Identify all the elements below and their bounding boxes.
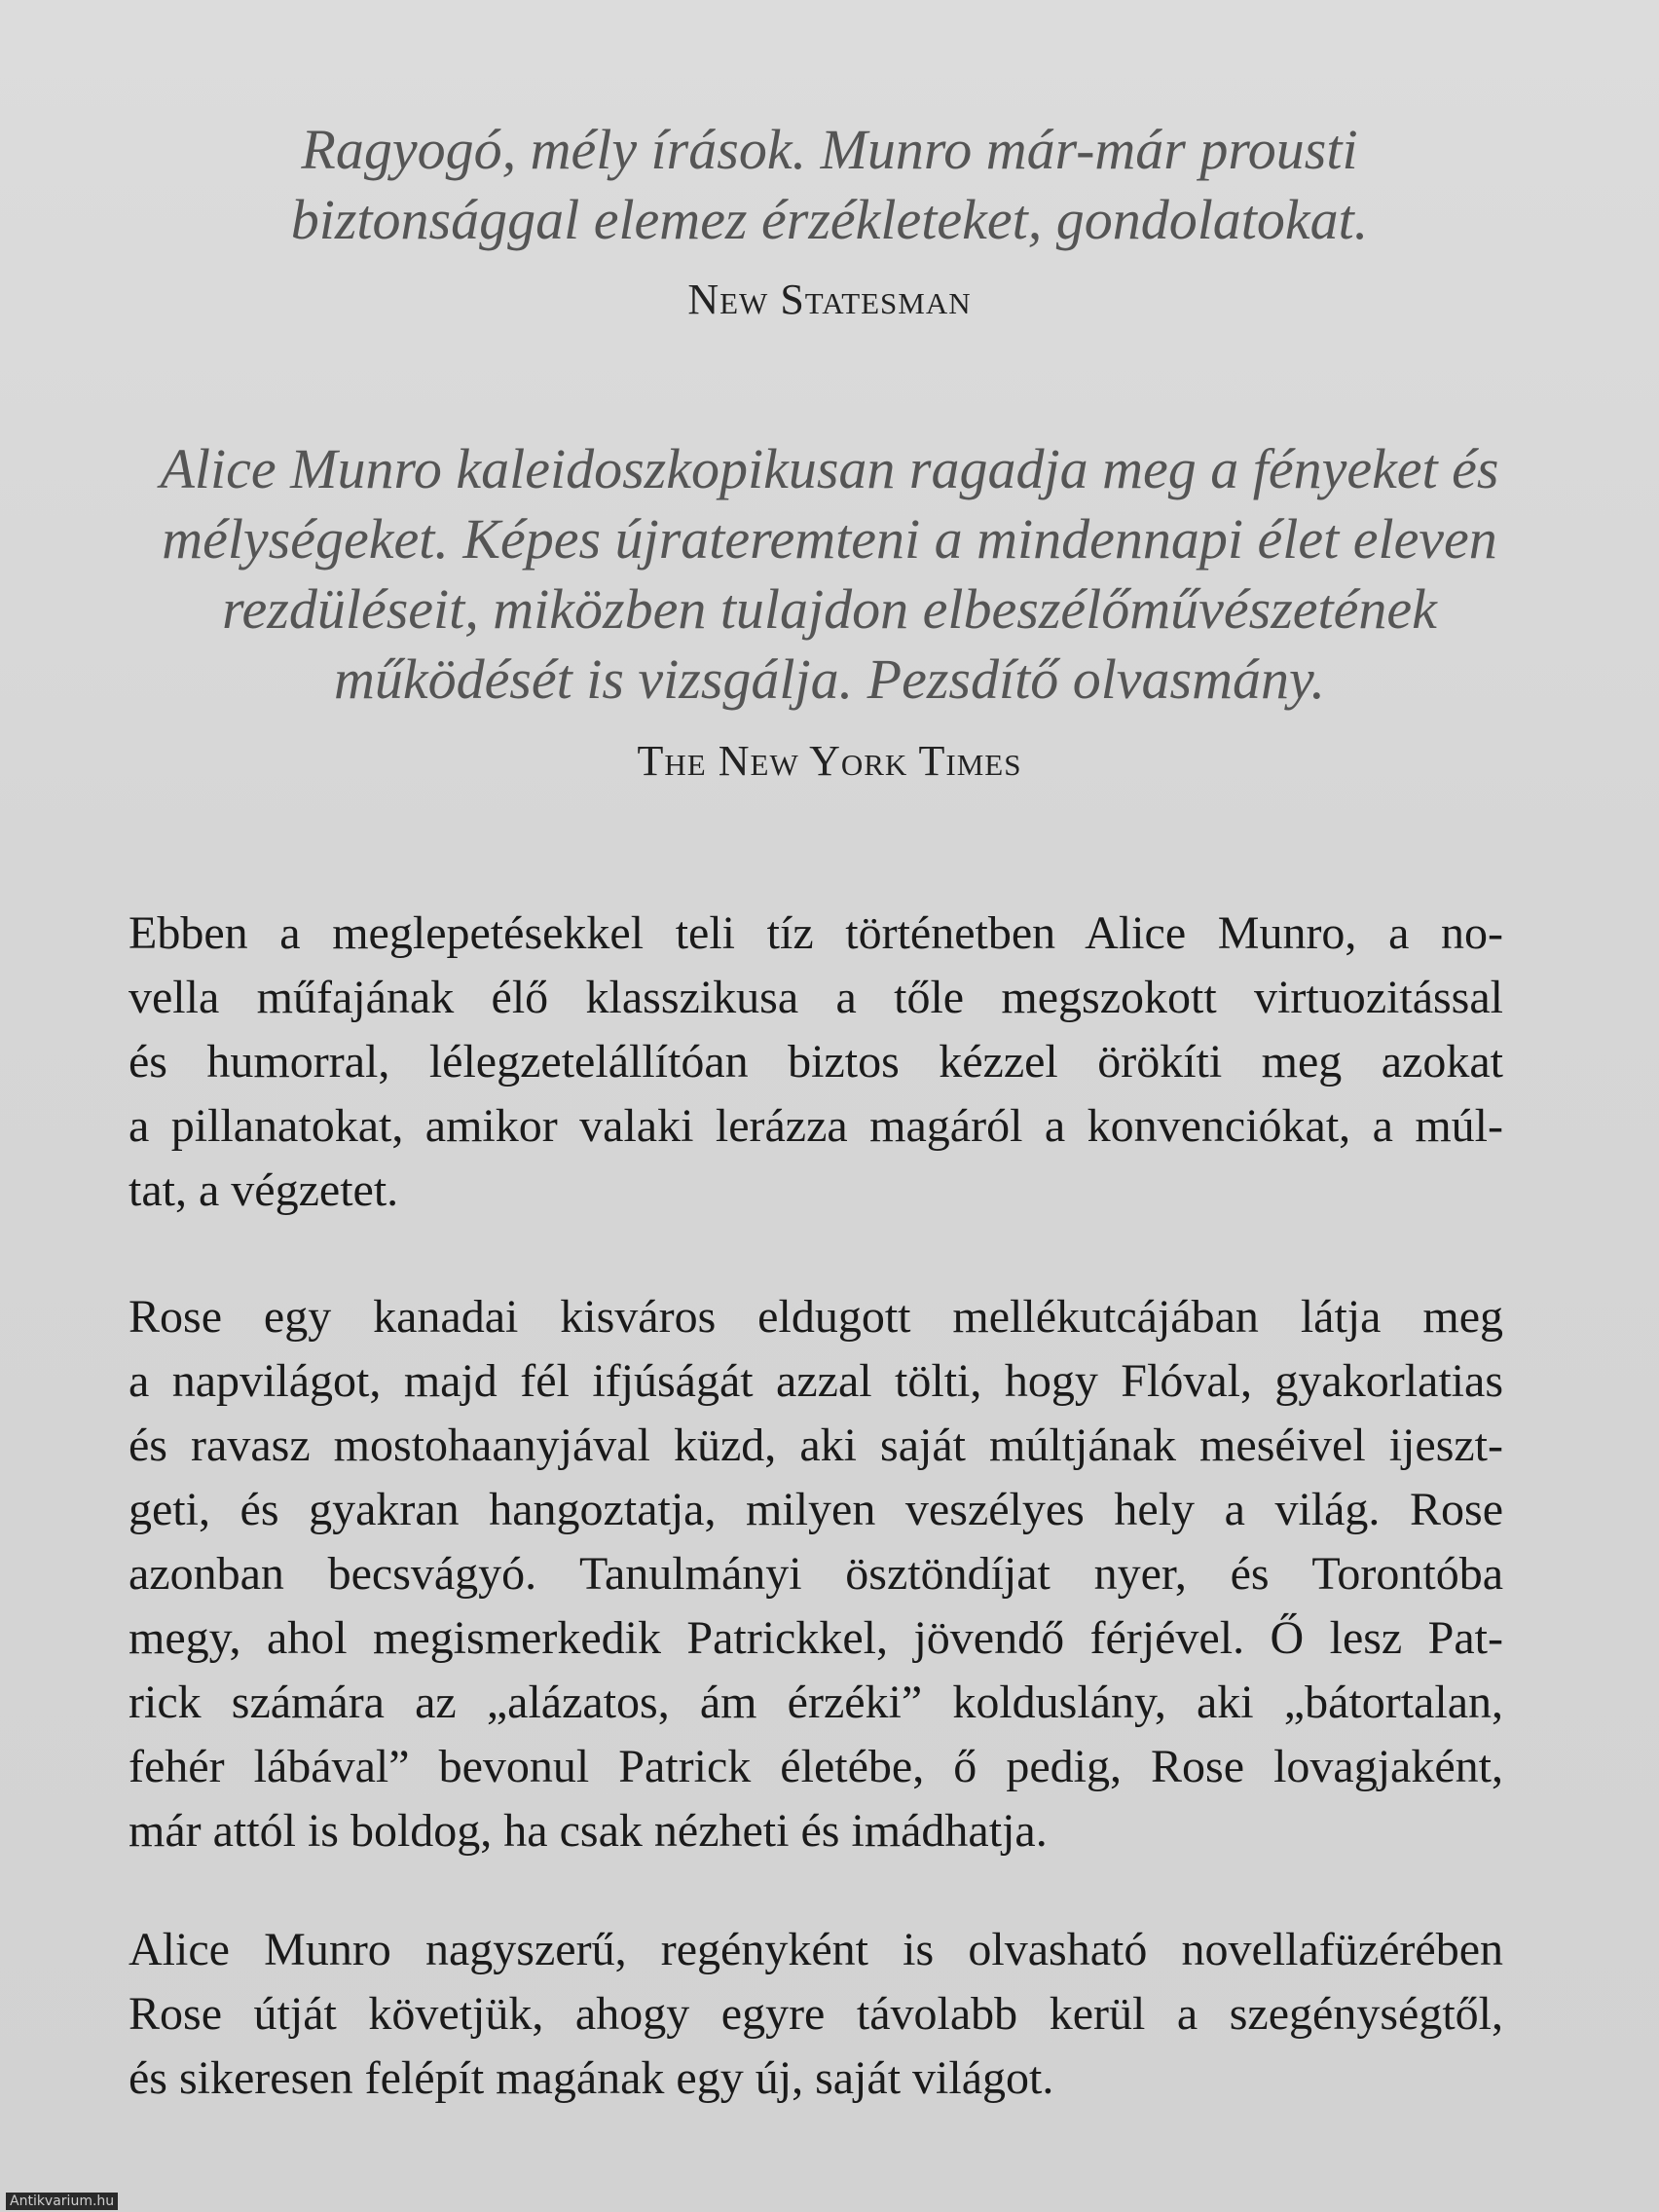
text-line: és humorral, lélegzetelállítóan biztos kézzel örökíti meg azokat <box>129 1036 1503 1088</box>
review-source-new-york-times: The New York Times <box>637 737 1022 785</box>
text-line: geti, és gyakran hangoztatja, milyen veszélyes hely a világ. Rose <box>129 1484 1503 1535</box>
text-line: és ravasz mostohaanyjával küzd, aki saját múltjának meséivel ijeszt- <box>129 1419 1503 1471</box>
review-quote-new-statesman <box>117 115 1542 255</box>
blurb-paragraph-2 <box>129 1285 1503 1863</box>
text-line: fehér lábával” bevonul Patrick életébe, ő pedig, Rose lovagjaként, <box>129 1741 1503 1792</box>
text-line: a napvilágot, majd fél ifjúságát azzal tölti, hogy Flóval, gyakorlatias <box>129 1355 1503 1407</box>
quote-line: biztonsággal elemez érzékleteket, gondolatokat. <box>290 188 1369 251</box>
text-line: már attól is boldog, ha csak nézheti és imádhatja. <box>129 1805 1048 1857</box>
text-line: Rose útját követjük, ahogy egyre távolabb kerül a szegénységtől, <box>129 1988 1503 2040</box>
text-line: Ebben a meglepetésekkel teli tíz történetben Alice Munro, a no- <box>129 907 1503 959</box>
blurb-paragraph-3 <box>129 1918 1503 2111</box>
quote-line: Ragyogó, mély írások. Munro már-már prousti <box>301 118 1358 181</box>
review-source-new-statesman: New Statesman <box>687 276 972 323</box>
text-line: vella műfajának élő klasszikusa a tőle megszokott virtuozitással <box>129 972 1503 1023</box>
text-line: megy, ahol megismerkedik Patrickkel, jövendő férjével. Ő lesz Pat- <box>129 1612 1503 1664</box>
text-line: Rose egy kanadai kisváros eldugott mellékutcájában látja meg <box>129 1291 1503 1343</box>
quote-line: Alice Munro kaleidoszkopikusan ragadja meg a fényeket és <box>160 437 1499 500</box>
review-quote-new-york-times <box>117 434 1542 715</box>
blurb-paragraph-1 <box>129 902 1503 1223</box>
quote-line: mélységeket. Képes újrateremteni a mindennapi élet eleven <box>162 507 1497 571</box>
text-line: rick számára az „alázatos, ám érzéki” kolduslány, aki „bátortalan, <box>129 1677 1503 1728</box>
text-line: azonban becsvágyó. Tanulmányi ösztöndíjat nyer, és Torontóba <box>129 1548 1503 1600</box>
text-line: és sikeresen felépít magának egy új, saját világot. <box>129 2052 1054 2104</box>
text-line: a pillanatokat, amikor valaki lerázza magáról a konvenciókat, a múl- <box>129 1100 1503 1152</box>
watermark: Antikvarium.hu <box>6 2193 118 2210</box>
text-line: Alice Munro nagyszerű, regényként is olvasható novellafüzérében <box>129 1924 1503 1975</box>
text-line: tat, a végzetet. <box>129 1164 399 1216</box>
quote-line: rezdüléseit, miközben tulajdon elbeszélőművészetének <box>222 577 1437 641</box>
quote-line: működését is vizsgálja. Pezsdítő olvasmány. <box>333 647 1326 711</box>
